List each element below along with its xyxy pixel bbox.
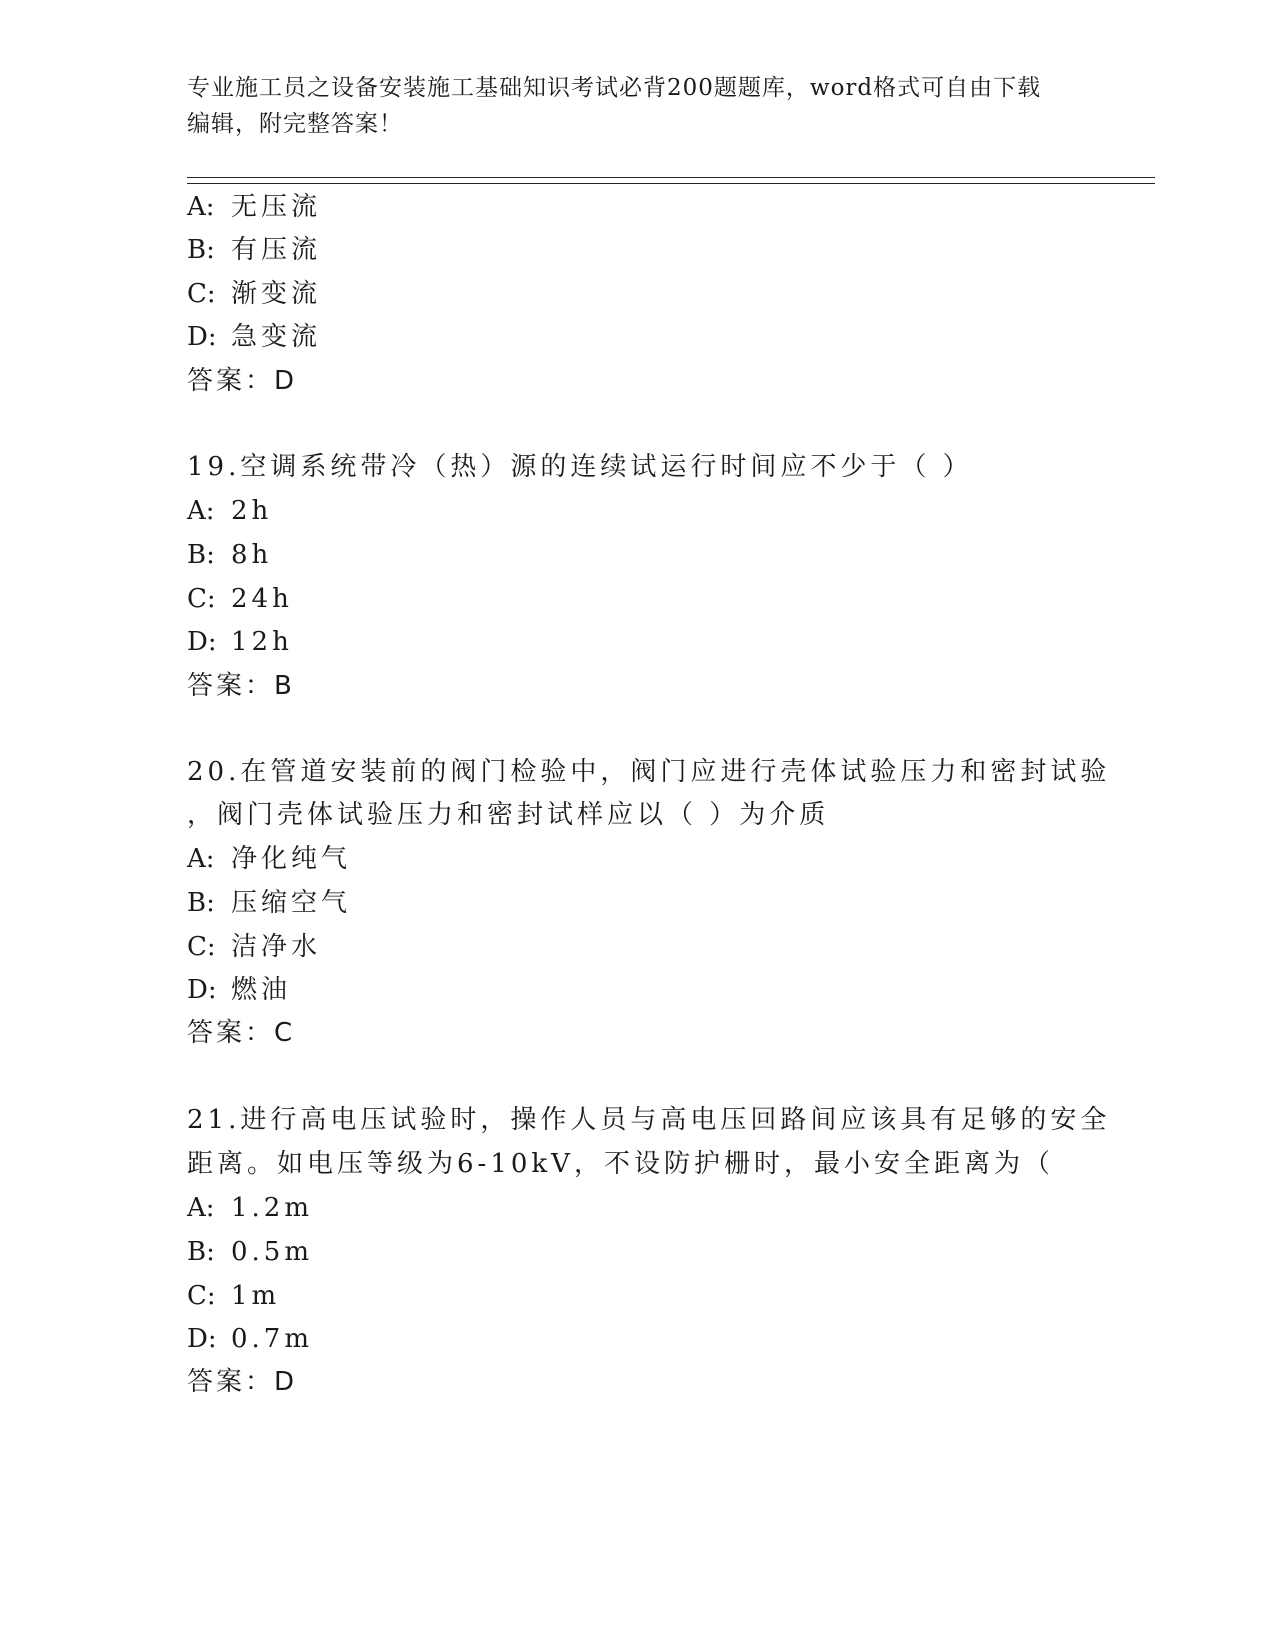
answer-line: 答案：D (187, 1367, 298, 1397)
option-b: B: 8h (187, 540, 273, 570)
option-d: D: 0.7m (187, 1324, 314, 1354)
question-20-line-2: ，阀门壳体试验压力和密封试样应以（ ）为介质 (187, 800, 830, 830)
option-b: B: 0.5m (187, 1237, 314, 1267)
question-21-line-2: 距离。如电压等级为6-10kV，不设防护栅时，最小安全距离为（ (187, 1149, 1054, 1179)
header-rule-top (187, 177, 1155, 178)
option-a: A: 2h (187, 496, 273, 526)
answer-line: 答案：C (187, 1018, 296, 1048)
header-line-2: 编辑，附完整答案！ (187, 111, 403, 137)
option-c: C: 洁净水 (187, 932, 322, 962)
question-20-line-1: 20.在管道安装前的阀门检验中，阀门应进行壳体试验压力和密封试验 (187, 757, 1111, 787)
option-a: A: 无压流 (187, 192, 322, 222)
option-a: A: 净化纯气 (187, 844, 352, 874)
question-19: 19.空调系统带冷（热）源的连续试运行时间应不少于（ ） (187, 452, 973, 482)
answer-line: 答案：D (187, 366, 298, 396)
answer-line: 答案：B (187, 671, 295, 701)
header-rule-bottom (187, 183, 1155, 184)
document-header (187, 70, 1067, 142)
option-a: A: 1.2m (187, 1193, 314, 1223)
option-d: D: 12h (187, 627, 293, 657)
question-21-line-1: 21.进行高电压试验时，操作人员与高电压回路间应该具有足够的安全 (187, 1105, 1111, 1135)
document-page (187, 0, 1155, 1650)
option-c: C: 1m (187, 1281, 281, 1311)
option-c: C: 渐变流 (187, 279, 322, 309)
option-b: B: 有压流 (187, 235, 322, 265)
option-d: D: 急变流 (187, 322, 322, 352)
option-b: B: 压缩空气 (187, 888, 352, 918)
option-c: C: 24h (187, 584, 293, 614)
option-d: D: 燃油 (187, 975, 292, 1005)
header-line-1: 专业施工员之设备安装施工基础知识考试必背200题题库，word格式可自由下载 (187, 75, 1042, 101)
